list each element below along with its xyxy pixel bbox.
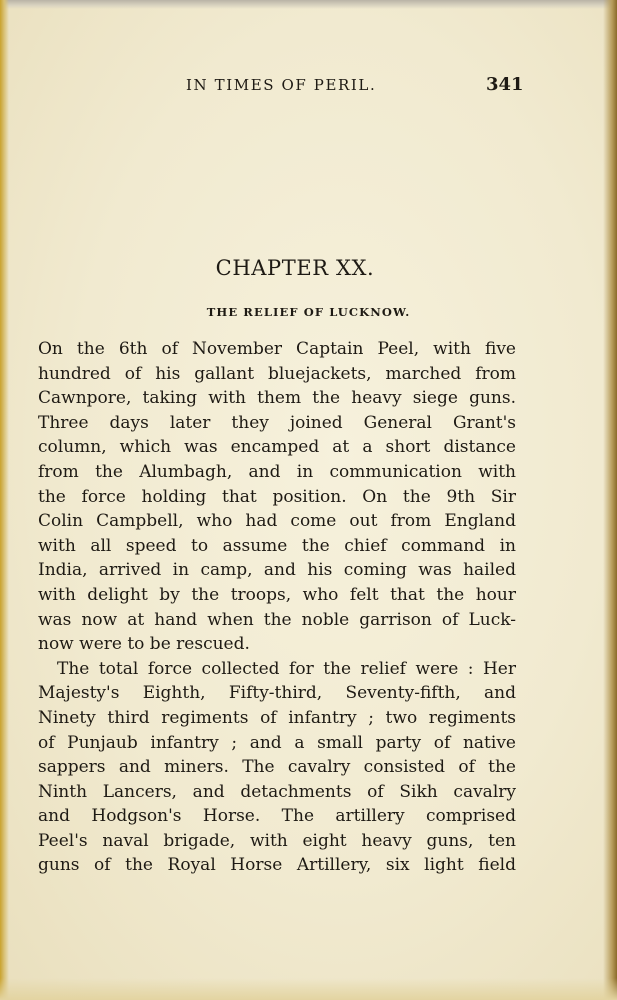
page-right-edge <box>603 0 617 1000</box>
text-line: Ninth Lancers, and detachments of Sikh cavalry <box>38 781 516 802</box>
body-text <box>38 337 516 878</box>
text-line: Majesty's Eighth, Fifty-third, Seventy-fifth, and <box>38 683 516 704</box>
text-line: Colin Campbell, who had come out from England <box>38 511 516 532</box>
text-line: of Punjaub infantry ; and a small party of native <box>38 732 516 753</box>
text-line: with delight by the troops, who felt that the hour <box>38 584 516 605</box>
text-line: from the Alumbagh, and in communication with <box>38 461 516 482</box>
page-number: 341 <box>486 74 524 95</box>
page-bottom-edge <box>0 978 617 1000</box>
text-line: Cawnpore, taking with them the heavy siege guns. <box>38 388 516 409</box>
text-line: India, arrived in camp, and his coming was hailed <box>38 560 516 581</box>
text-line: column, which was encamped at a short distance <box>38 437 516 458</box>
text-line: Ninety third regiments of infantry ; two regiments <box>38 707 516 728</box>
text-line: Peel's naval brigade, with eight heavy guns, ten <box>38 830 516 851</box>
text-line: and Hodgson's Horse. The artillery comprised <box>38 806 516 827</box>
text-line: guns of the Royal Horse Artillery, six light field <box>38 855 516 876</box>
text-line: now were to be rescued. <box>38 634 250 655</box>
text-line: with all speed to assume the chief command in <box>38 535 516 556</box>
text-line: The total force collected for the relief were : Her <box>57 658 516 679</box>
text-line: hundred of his gallant bluejackets, marched from <box>38 363 516 384</box>
page-top-edge <box>0 0 617 9</box>
text-line: was now at hand when the noble garrison of Luck- <box>38 609 516 630</box>
page-left-edge <box>0 0 9 1000</box>
chapter-subtitle: THE RELIEF OF LUCKNOW. <box>206 305 411 319</box>
running-head: IN TIMES OF PERIL. <box>186 76 377 94</box>
text-line: the force holding that position. On the 9th Sir <box>38 486 516 507</box>
text-line: On the 6th of November Captain Peel, with five <box>38 339 516 359</box>
text-line: Three days later they joined General Grant's <box>38 412 516 433</box>
chapter-title: CHAPTER XX. <box>215 256 375 280</box>
text-line: sappers and miners. The cavalry consisted of the <box>38 757 516 778</box>
